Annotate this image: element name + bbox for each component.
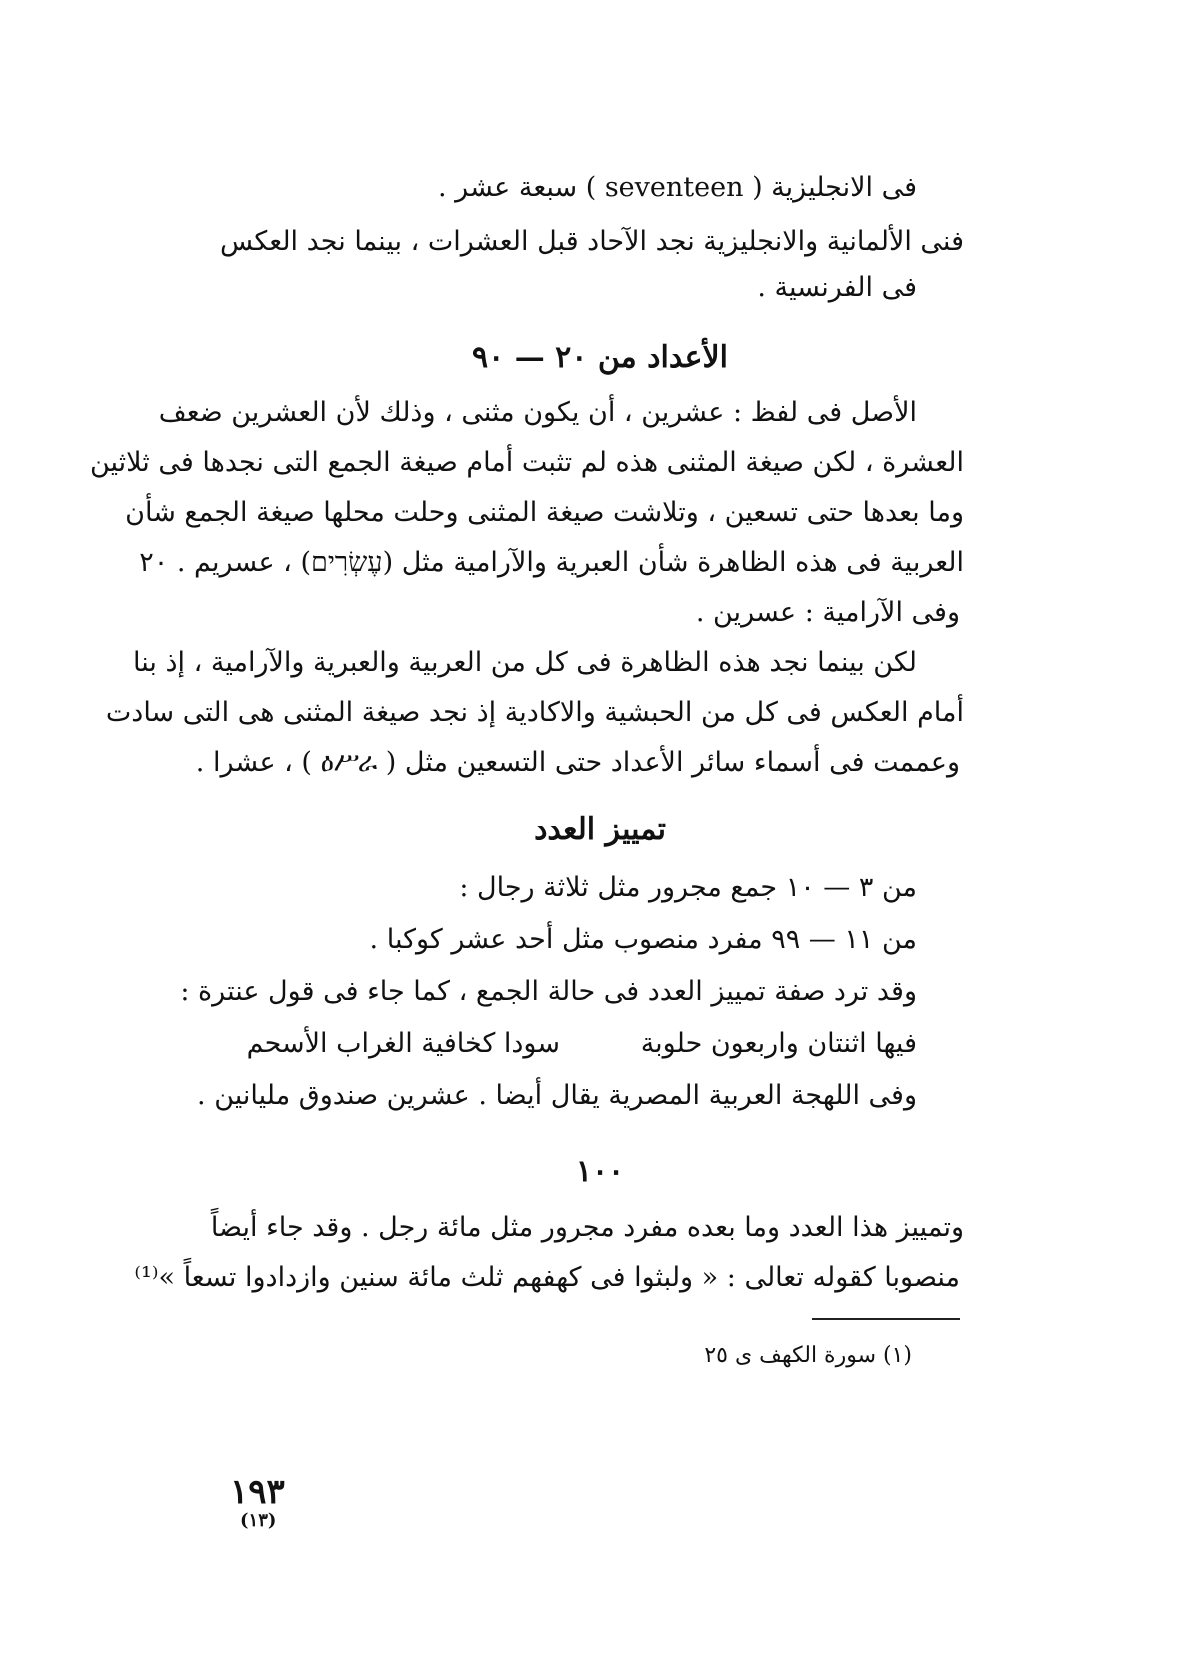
paragraph-line: وما بعدها حتى تسعين ، وتلاشت صيغة المثنى وحلت محلها صيغة الجمع شأن [125, 497, 964, 528]
section-100-line: منصوبا كقوله تعالى : « ولبثوا فى كهفهم ثلث مائة سنين وازدادوا تسعاً »⁽¹⁾ [134, 1262, 960, 1293]
intro-line-3: فى الفرنسية . [757, 272, 917, 303]
tamyiz-last-line: وفى اللهجة العربية المصرية يقال أيضا . عشرين صندوق مليانين . [197, 1080, 917, 1111]
intro-line-2: فنى الألمانية والانجليزية نجد الآحاد قبل العشرات ، بينما نجد العكس [219, 226, 964, 257]
intro-line-1: فى الانجليزية ( seventeen ) سبعة عشر . [438, 172, 917, 203]
footnote: (١) سورة الكهف ى ٢٥ [704, 1343, 912, 1368]
paragraph-line: العربية فى هذه الظاهرة شأن العبرية والآرامية مثل (עֶשְׂרִים) ، عسريم . ٢٠ [139, 547, 964, 578]
signature-mark: (١٣) [240, 1510, 277, 1531]
paragraph-line: وعممت فى أسماء سائر الأعداد حتى التسعين مثل ( ዕሥራ ) ، عشرا . [195, 747, 960, 778]
tamyiz-line: من ١١ — ٩٩ مفرد منصوب مثل أحد عشر كوكبا . [369, 924, 917, 955]
verse-second-hemistich: سودا كخافية الغراب الأسحم [246, 1028, 560, 1059]
tamyiz-line: من ٣ — ١٠ جمع مجرور مثل ثلاثة رجال : [459, 872, 917, 903]
section-heading-tamyiz: تمييز العدد [534, 812, 666, 847]
verse-first-hemistich: فيها اثنتان واربعون حلوبة [640, 1028, 917, 1059]
paragraph-line: أمام العكس فى كل من الحبشية والاكادية إذ نجد صيغة المثنى هى التى سادت [105, 697, 964, 728]
section-heading-100: ١٠٠ [575, 1154, 625, 1189]
page-number: ١٩٣ [230, 1472, 285, 1512]
paragraph-line: العشرة ، لكن صيغة المثنى هذه لم تثبت أمام صيغة الجمع التى نجدها فى ثلاثين [89, 447, 964, 478]
footnote-divider [812, 1318, 960, 1320]
paragraph-line: لكن بينما نجد هذه الظاهرة فى كل من العربية والعبرية والآرامية ، إذ بنا [132, 647, 917, 678]
paragraph-line: الأصل فى لفظ : عشرين ، أن يكون مثنى ، وذلك لأن العشرين ضعف [158, 397, 917, 428]
section-100-line: وتمييز هذا العدد وما بعده مفرد مجرور مثل مائة رجل . وقد جاء أيضاً [210, 1212, 964, 1243]
tamyiz-line: وقد ترد صفة تمييز العدد فى حالة الجمع ، كما جاء فى قول عنترة : [180, 976, 917, 1007]
paragraph-line: وفى الآرامية : عسرين . [695, 597, 960, 628]
section-heading-20-90: الأعداد من ٢٠ — ٩٠ [472, 340, 728, 375]
